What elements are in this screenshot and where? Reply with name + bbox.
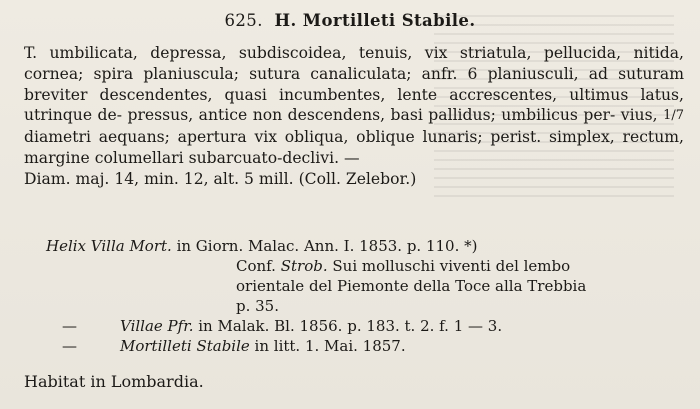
em-dash: —: [62, 317, 77, 335]
entry-number: 625.: [224, 11, 263, 30]
desc-line-8: Diam. maj. 14, min. 12, alt. 5 mill. (Coll. Zelebor.): [24, 169, 417, 188]
habitat-line: Habitat in Lombardia.: [24, 372, 204, 391]
desc-line-1: T. umbilicata, depressa, subdiscoidea, tenuis, vix striatula,: [24, 44, 532, 62]
synonym-mortilleti: [24, 336, 684, 356]
species-description: [24, 43, 684, 190]
synonymy-list: [24, 236, 684, 356]
em-dash: —: [62, 337, 77, 355]
conf-author: Strob.: [280, 257, 328, 275]
synonym-helix-villa: [24, 236, 684, 256]
entry-heading: [0, 11, 700, 30]
desc-line-7: perist. simplex, rectum, margine columellari subarcuato-declivi. —: [24, 128, 684, 167]
desc-line-6b: diametri aequans; apertura vix obliqua, oblique lunaris;: [24, 128, 483, 147]
conf-reference-line-2: orientale del Piemonte della Toce alla Trebbia: [236, 277, 587, 295]
conf-reference-line-3: p. 35.: [236, 297, 279, 315]
conf-prefix: Conf.: [236, 257, 281, 275]
desc-line-4: incumbentes, lente accrescentes, ultimus latus, utrinque de-: [24, 85, 684, 125]
synonym-citation: in Giorn. Malac. Ann. I. 1853. p. 110. *): [171, 237, 478, 255]
desc-line-2: pellucida, nitida, cornea; spira planiuscula; sutura canaliculata;: [24, 44, 684, 83]
synonym-name: Helix Villa Mort.: [46, 237, 172, 255]
synonym-name: Villae Pfr.: [120, 317, 194, 335]
entry-title: H. Mortilleti Stabile.: [274, 11, 476, 30]
desc-line-3: anfr. 6 planiusculi, ad suturam breviter descendentes, quasi: [24, 64, 685, 104]
conf-reference: [24, 256, 684, 276]
fraction-one-seventh: 1/7: [663, 108, 684, 124]
desc-line-5: pressus, antice non descendens, basi pallidus; umbilicus per-: [127, 106, 616, 125]
synonym-name: Mortilleti Stabile: [120, 337, 250, 355]
synonym-citation: in litt. 1. Mai. 1857.: [249, 337, 406, 355]
conf-text: Sui molluschi viventi del lembo: [327, 257, 571, 275]
synonym-villae: [24, 316, 684, 336]
synonym-citation: in Malak. Bl. 1856. p. 183. t. 2. f. 1 — 3.: [193, 317, 503, 335]
desc-line-6a: vius,: [620, 106, 658, 125]
